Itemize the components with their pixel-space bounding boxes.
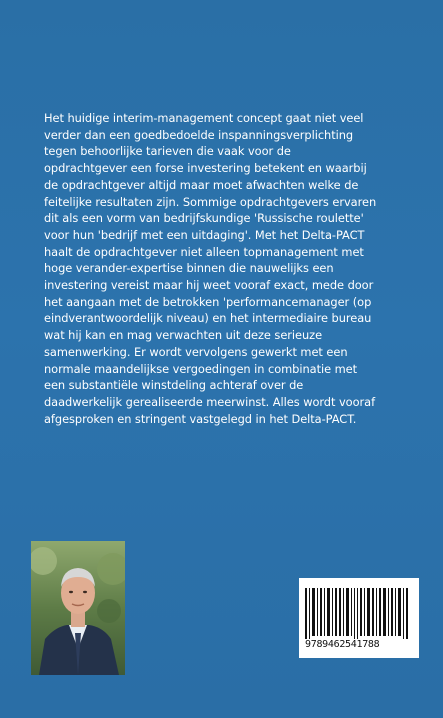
isbn-number: 9789462541788: [305, 639, 415, 651]
author-photo: [31, 541, 125, 675]
barcode-bars: [299, 578, 419, 642]
isbn-barcode: [299, 578, 419, 658]
back-cover-blurb: Het huidige interim-management concept gaat niet veel verder dan een goedbedoelde inspanningsverplichting tegen behoorlijke tarieven die vaak voor de opdrachtgever een forse investering betekent en waarbij de opdrachtgever altijd maar moet afwachten welke de feitelijke resultaten zijn. Sommige opdrachtgevers ervaren dit als een vorm van bedrijfskundige 'Russische roulette' voor hun 'bedrijf met een uitdaging'. Met het Delta-PACT haalt de opdrachtgever niet alleen topmanagement met hoge verander-expertise binnen die nauwelijks een investering vereist maar hij weet vooraf exact, mede door het aangaan met de betrokken 'performancemanager (op eindverantwoordelijk niveau) en het intermediaire bureau wat hij kan en mag verwachten uit deze serieuze samenwerking. Er wordt vervolgens gewerkt met een normale maandelijkse vergoedingen in combinatie met een substantiële winstdeling achteraf over de daadwerkelijk gerealiseerde meerwinst. Alles wordt vooraf afgesproken en stringent vastgelegd in het Delta-PACT.: [44, 111, 377, 426]
